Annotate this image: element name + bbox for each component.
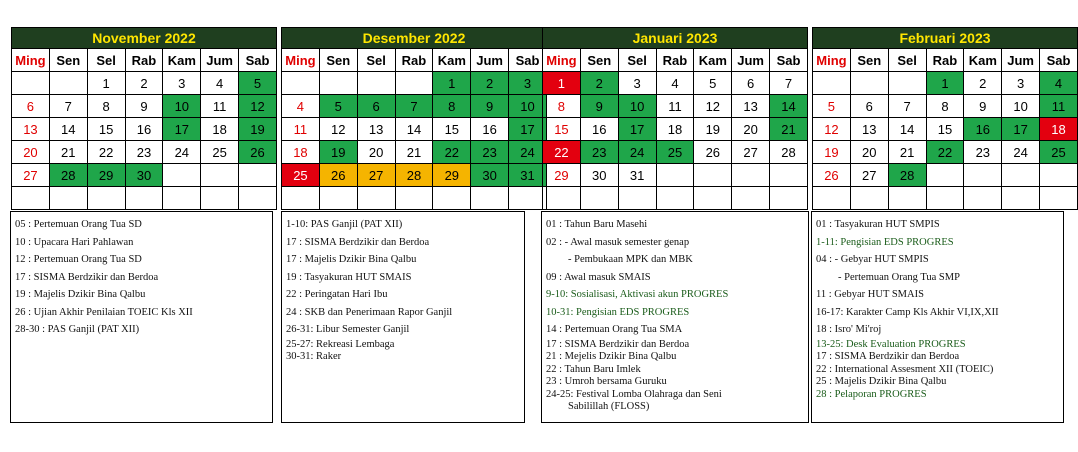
day-cell: 10 bbox=[1002, 95, 1040, 118]
day-cell: 29 bbox=[87, 164, 125, 187]
day-cell: 5 bbox=[694, 72, 732, 95]
calendar-table bbox=[812, 27, 1078, 210]
day-cell: 30 bbox=[471, 164, 509, 187]
day-cell: 17 bbox=[163, 118, 201, 141]
weekday-header: Sen bbox=[49, 49, 87, 72]
day-cell: 27 bbox=[732, 141, 770, 164]
event-note: 25-27: Rekreasi Lembaga bbox=[286, 338, 395, 350]
day-cell: 18 bbox=[282, 141, 320, 164]
day-cell: 1 bbox=[433, 72, 471, 95]
event-note: 28 : Pelaporan PROGRES bbox=[816, 388, 927, 400]
day-cell: 11 bbox=[282, 118, 320, 141]
day-cell: 24 bbox=[1002, 141, 1040, 164]
weekday-header: Sel bbox=[618, 49, 656, 72]
event-note: 24 : SKB dan Penerimaan Rapor Ganjil bbox=[286, 306, 453, 318]
calendar-table bbox=[11, 27, 277, 210]
day-cell: 9 bbox=[471, 95, 509, 118]
day-cell: 5 bbox=[239, 72, 277, 95]
day-cell bbox=[850, 187, 888, 210]
day-cell bbox=[888, 72, 926, 95]
day-cell: 31 bbox=[618, 164, 656, 187]
day-cell: 6 bbox=[850, 95, 888, 118]
day-cell: 23 bbox=[125, 141, 163, 164]
day-cell: 22 bbox=[926, 141, 964, 164]
day-cell: 20 bbox=[850, 141, 888, 164]
day-cell: 7 bbox=[888, 95, 926, 118]
day-cell: 15 bbox=[543, 118, 581, 141]
weekday-header: Ming bbox=[813, 49, 851, 72]
day-cell bbox=[926, 187, 964, 210]
day-cell bbox=[239, 164, 277, 187]
day-cell: 8 bbox=[433, 95, 471, 118]
day-cell: 10 bbox=[509, 95, 547, 118]
day-cell bbox=[694, 187, 732, 210]
event-note: 17 : Majelis Dzikir Bina Qalbu bbox=[286, 254, 417, 265]
day-cell: 6 bbox=[12, 95, 50, 118]
event-note: - Pertemuan Orang Tua SMP bbox=[838, 271, 960, 283]
event-note: 18 : Isro' Mi'roj bbox=[816, 324, 882, 335]
day-cell bbox=[509, 187, 547, 210]
day-cell: 15 bbox=[926, 118, 964, 141]
weekday-header: Sab bbox=[1040, 49, 1078, 72]
calendar-table bbox=[542, 27, 808, 210]
event-note: 14 : Pertemuan Orang Tua SMA bbox=[546, 324, 683, 335]
day-cell: 21 bbox=[770, 118, 808, 141]
weekday-header: Kam bbox=[163, 49, 201, 72]
day-cell: 2 bbox=[471, 72, 509, 95]
event-note: 05 : Pertemuan Orang Tua SD bbox=[15, 219, 142, 230]
day-cell bbox=[163, 187, 201, 210]
weekday-header: Sab bbox=[239, 49, 277, 72]
day-cell: 26 bbox=[239, 141, 277, 164]
event-note: 17 : SISMA Berdzikir dan Berdoa bbox=[546, 338, 690, 350]
day-cell: 20 bbox=[357, 141, 395, 164]
day-cell: 9 bbox=[580, 95, 618, 118]
day-cell: 4 bbox=[656, 72, 694, 95]
day-cell: 3 bbox=[1002, 72, 1040, 95]
day-cell: 3 bbox=[509, 72, 547, 95]
day-cell: 14 bbox=[49, 118, 87, 141]
event-note: 24-25: Festival Lomba Olahraga dan Seni bbox=[546, 388, 722, 400]
day-cell bbox=[49, 72, 87, 95]
day-cell: 25 bbox=[656, 141, 694, 164]
event-note: 01 : Tasyakuran HUT SMPIS bbox=[816, 219, 940, 230]
day-cell bbox=[926, 164, 964, 187]
day-cell: 17 bbox=[509, 118, 547, 141]
day-cell: 24 bbox=[163, 141, 201, 164]
event-note: 21 : Mejelis Dzikir Bina Qalbu bbox=[546, 351, 677, 363]
day-cell bbox=[813, 72, 851, 95]
day-cell: 25 bbox=[201, 141, 239, 164]
event-note: 9-10: Sosialisasi, Aktivasi akun PROGRES bbox=[546, 289, 729, 300]
event-note: 02 : - Awal masuk semester genap bbox=[546, 236, 690, 248]
weekday-header: Sen bbox=[850, 49, 888, 72]
day-cell bbox=[163, 164, 201, 187]
weekday-header: Kam bbox=[964, 49, 1002, 72]
event-note: 10-31: Pengisian EDS PROGRES bbox=[546, 306, 690, 318]
event-note: 19 : Majelis Dzikir Bina Qalbu bbox=[15, 289, 146, 300]
month-calendar bbox=[11, 27, 277, 210]
day-cell bbox=[694, 164, 732, 187]
day-cell: 13 bbox=[850, 118, 888, 141]
month-calendar bbox=[542, 27, 808, 210]
day-cell bbox=[1040, 164, 1078, 187]
day-cell bbox=[12, 187, 50, 210]
calendar-table bbox=[281, 27, 547, 210]
weekday-header: Sel bbox=[357, 49, 395, 72]
day-cell: 26 bbox=[694, 141, 732, 164]
event-note: 17 : SISMA Berdzikir dan Berdoa bbox=[286, 236, 430, 248]
weekday-header: Rab bbox=[926, 49, 964, 72]
day-cell bbox=[395, 72, 433, 95]
day-cell: 27 bbox=[850, 164, 888, 187]
day-cell: 16 bbox=[580, 118, 618, 141]
day-cell: 6 bbox=[732, 72, 770, 95]
weekday-header: Rab bbox=[395, 49, 433, 72]
month-title: November 2022 bbox=[12, 28, 277, 49]
event-note: 12 : Pertemuan Orang Tua SD bbox=[15, 254, 142, 265]
day-cell bbox=[964, 164, 1002, 187]
day-cell bbox=[282, 72, 320, 95]
day-cell: 17 bbox=[618, 118, 656, 141]
day-cell: 30 bbox=[580, 164, 618, 187]
day-cell bbox=[471, 187, 509, 210]
day-cell bbox=[770, 187, 808, 210]
event-note: 17 : SISMA Berdzikir dan Berdoa bbox=[15, 271, 159, 283]
day-cell: 22 bbox=[87, 141, 125, 164]
day-cell bbox=[201, 164, 239, 187]
day-cell: 23 bbox=[580, 141, 618, 164]
day-cell: 19 bbox=[694, 118, 732, 141]
event-note: 22 : Peringatan Hari Ibu bbox=[286, 289, 388, 300]
weekday-header: Jum bbox=[201, 49, 239, 72]
day-cell: 18 bbox=[1040, 118, 1078, 141]
day-cell: 13 bbox=[357, 118, 395, 141]
event-note: 1-10: PAS Ganjil (PAT XII) bbox=[286, 219, 403, 230]
day-cell: 21 bbox=[888, 141, 926, 164]
day-cell: 16 bbox=[125, 118, 163, 141]
day-cell: 26 bbox=[319, 164, 357, 187]
day-cell: 23 bbox=[964, 141, 1002, 164]
day-cell: 6 bbox=[357, 95, 395, 118]
event-note: 26 : Ujian Akhir Penilaian TOEIC Kls XII bbox=[15, 306, 193, 318]
weekday-header: Sen bbox=[580, 49, 618, 72]
day-cell: 20 bbox=[12, 141, 50, 164]
event-note: 28-30 : PAS Ganjil (PAT XII) bbox=[15, 324, 140, 335]
event-note: 30-31: Raker bbox=[286, 351, 342, 363]
day-cell bbox=[770, 164, 808, 187]
day-cell bbox=[964, 187, 1002, 210]
day-cell bbox=[1002, 164, 1040, 187]
weekday-header: Ming bbox=[282, 49, 320, 72]
weekday-header: Ming bbox=[543, 49, 581, 72]
month-title: Februari 2023 bbox=[813, 28, 1078, 49]
day-cell: 19 bbox=[813, 141, 851, 164]
day-cell: 27 bbox=[357, 164, 395, 187]
weekday-header: Jum bbox=[1002, 49, 1040, 72]
weekday-header: Ming bbox=[12, 49, 50, 72]
day-cell bbox=[239, 187, 277, 210]
day-cell bbox=[656, 187, 694, 210]
day-cell: 28 bbox=[395, 164, 433, 187]
day-cell: 1 bbox=[926, 72, 964, 95]
event-note: 11 : Gebyar HUT SMAIS bbox=[816, 289, 924, 300]
event-note: 01 : Tahun Baru Masehi bbox=[546, 219, 648, 230]
weekday-header: Jum bbox=[732, 49, 770, 72]
event-note: 09 : Awal masuk SMAIS bbox=[546, 271, 651, 283]
day-cell: 30 bbox=[125, 164, 163, 187]
day-cell: 4 bbox=[282, 95, 320, 118]
day-cell: 4 bbox=[201, 72, 239, 95]
day-cell: 10 bbox=[618, 95, 656, 118]
day-cell bbox=[888, 187, 926, 210]
day-cell: 10 bbox=[163, 95, 201, 118]
day-cell: 8 bbox=[926, 95, 964, 118]
weekday-header: Kam bbox=[433, 49, 471, 72]
event-note: 16-17: Karakter Camp Kls Akhir VI,IX,XII bbox=[816, 306, 999, 318]
day-cell bbox=[125, 187, 163, 210]
weekday-header: Sel bbox=[87, 49, 125, 72]
day-cell: 11 bbox=[1040, 95, 1078, 118]
day-cell bbox=[49, 187, 87, 210]
day-cell bbox=[357, 72, 395, 95]
day-cell: 28 bbox=[49, 164, 87, 187]
event-note: 25 : Majelis Dzikir Bina Qalbu bbox=[816, 376, 947, 388]
day-cell: 27 bbox=[12, 164, 50, 187]
day-cell: 21 bbox=[49, 141, 87, 164]
event-note: 04 : - Gebyar HUT SMPIS bbox=[816, 254, 929, 265]
event-notes-box bbox=[281, 211, 525, 423]
day-cell: 21 bbox=[395, 141, 433, 164]
day-cell: 13 bbox=[12, 118, 50, 141]
day-cell: 1 bbox=[87, 72, 125, 95]
event-note: 23 : Umroh bersama Guruku bbox=[546, 376, 667, 388]
day-cell: 3 bbox=[163, 72, 201, 95]
day-cell: 2 bbox=[964, 72, 1002, 95]
day-cell: 14 bbox=[395, 118, 433, 141]
day-cell: 29 bbox=[433, 164, 471, 187]
day-cell: 29 bbox=[543, 164, 581, 187]
day-cell: 8 bbox=[87, 95, 125, 118]
day-cell: 17 bbox=[1002, 118, 1040, 141]
event-note: Sabilillah (FLOSS) bbox=[568, 401, 650, 413]
day-cell: 19 bbox=[319, 141, 357, 164]
event-note: 22 : International Assesment XII (TOEIC) bbox=[816, 363, 994, 375]
day-cell: 28 bbox=[770, 141, 808, 164]
day-cell: 20 bbox=[732, 118, 770, 141]
weekday-header: Sab bbox=[509, 49, 547, 72]
day-cell: 14 bbox=[888, 118, 926, 141]
day-cell: 24 bbox=[618, 141, 656, 164]
day-cell: 26 bbox=[813, 164, 851, 187]
day-cell: 12 bbox=[319, 118, 357, 141]
weekday-header: Sen bbox=[319, 49, 357, 72]
weekday-header: Rab bbox=[656, 49, 694, 72]
day-cell bbox=[732, 187, 770, 210]
day-cell: 15 bbox=[87, 118, 125, 141]
day-cell: 8 bbox=[543, 95, 581, 118]
day-cell: 28 bbox=[888, 164, 926, 187]
weekday-header: Kam bbox=[694, 49, 732, 72]
event-note: 10 : Upacara Hari Pahlawan bbox=[15, 236, 134, 248]
day-cell: 31 bbox=[509, 164, 547, 187]
day-cell: 23 bbox=[471, 141, 509, 164]
day-cell: 12 bbox=[239, 95, 277, 118]
day-cell: 3 bbox=[618, 72, 656, 95]
event-notes-box bbox=[10, 211, 273, 423]
day-cell: 16 bbox=[964, 118, 1002, 141]
day-cell: 5 bbox=[813, 95, 851, 118]
day-cell: 14 bbox=[770, 95, 808, 118]
day-cell: 11 bbox=[656, 95, 694, 118]
event-note: 17 : SISMA Berdzikir dan Berdoa bbox=[816, 351, 960, 363]
day-cell: 13 bbox=[732, 95, 770, 118]
day-cell bbox=[201, 187, 239, 210]
day-cell bbox=[850, 72, 888, 95]
event-note: 26-31: Libur Semester Ganjil bbox=[286, 324, 410, 335]
day-cell: 9 bbox=[964, 95, 1002, 118]
day-cell: 9 bbox=[125, 95, 163, 118]
day-cell: 25 bbox=[1040, 141, 1078, 164]
event-note: - Pembukaan MPK dan MBK bbox=[568, 254, 693, 265]
month-title: Desember 2022 bbox=[282, 28, 547, 49]
day-cell bbox=[357, 187, 395, 210]
weekday-header: Sab bbox=[770, 49, 808, 72]
weekday-header: Sel bbox=[888, 49, 926, 72]
event-notes-box bbox=[811, 211, 1064, 423]
day-cell bbox=[319, 187, 357, 210]
day-cell bbox=[813, 187, 851, 210]
day-cell: 16 bbox=[471, 118, 509, 141]
day-cell bbox=[732, 164, 770, 187]
day-cell: 22 bbox=[543, 141, 581, 164]
day-cell bbox=[1040, 187, 1078, 210]
day-cell bbox=[395, 187, 433, 210]
day-cell: 18 bbox=[201, 118, 239, 141]
day-cell: 11 bbox=[201, 95, 239, 118]
day-cell: 24 bbox=[509, 141, 547, 164]
day-cell: 19 bbox=[239, 118, 277, 141]
day-cell bbox=[433, 187, 471, 210]
event-note: 1-11: Pengisian EDS PROGRES bbox=[816, 236, 954, 248]
day-cell bbox=[580, 187, 618, 210]
weekday-header: Jum bbox=[471, 49, 509, 72]
day-cell: 1 bbox=[543, 72, 581, 95]
day-cell: 2 bbox=[580, 72, 618, 95]
day-cell: 25 bbox=[282, 164, 320, 187]
day-cell: 7 bbox=[770, 72, 808, 95]
month-calendar bbox=[812, 27, 1078, 210]
day-cell: 4 bbox=[1040, 72, 1078, 95]
day-cell: 12 bbox=[813, 118, 851, 141]
day-cell: 7 bbox=[395, 95, 433, 118]
day-cell bbox=[543, 187, 581, 210]
day-cell bbox=[656, 164, 694, 187]
event-notes-box bbox=[541, 211, 809, 423]
month-title: Januari 2023 bbox=[543, 28, 808, 49]
day-cell: 15 bbox=[433, 118, 471, 141]
month-calendar bbox=[281, 27, 547, 210]
day-cell bbox=[618, 187, 656, 210]
day-cell: 2 bbox=[125, 72, 163, 95]
day-cell bbox=[87, 187, 125, 210]
day-cell bbox=[12, 72, 50, 95]
weekday-header: Rab bbox=[125, 49, 163, 72]
day-cell bbox=[1002, 187, 1040, 210]
event-note: 19 : Tasyakuran HUT SMAIS bbox=[286, 271, 412, 283]
day-cell: 22 bbox=[433, 141, 471, 164]
event-note: 22 : Tahun Baru Imlek bbox=[546, 363, 641, 375]
event-note: 13-25: Desk Evaluation PROGRES bbox=[816, 338, 966, 350]
day-cell bbox=[319, 72, 357, 95]
day-cell: 5 bbox=[319, 95, 357, 118]
day-cell: 12 bbox=[694, 95, 732, 118]
day-cell: 7 bbox=[49, 95, 87, 118]
day-cell: 18 bbox=[656, 118, 694, 141]
day-cell bbox=[282, 187, 320, 210]
